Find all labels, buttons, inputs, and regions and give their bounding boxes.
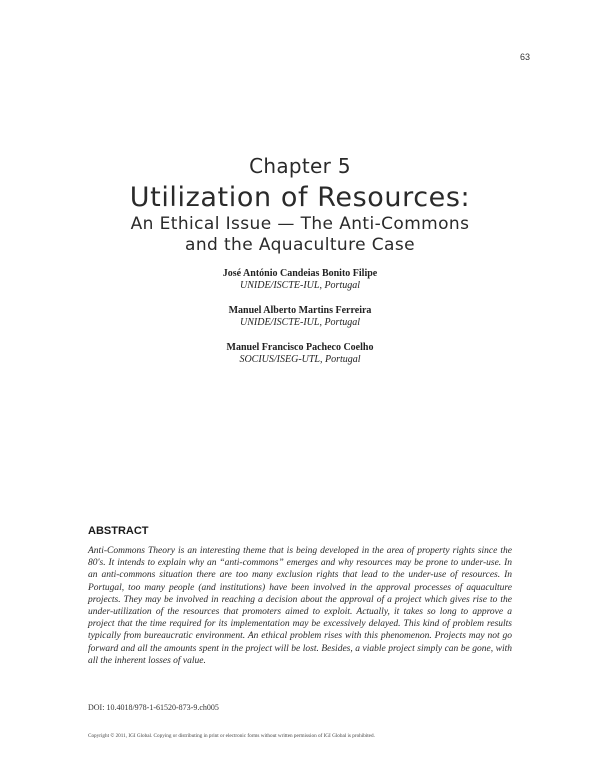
author-name: Manuel Alberto Martins Ferreira (228, 305, 372, 316)
page-number: 63 (519, 52, 530, 62)
abstract-heading: ABSTRACT (88, 525, 149, 537)
chapter-subtitle-line2: and the Aquaculture Case (185, 235, 415, 255)
chapter-subtitle-line1: An Ethical Issue — The Anti-Commons (130, 214, 470, 234)
chapter-label: Chapter 5 (249, 154, 351, 178)
doi-line: DOI: 10.4018/978-1-61520-873-9.ch005 (88, 703, 219, 712)
chapter-title: Utilization of Resources: (129, 182, 471, 213)
abstract-body: Anti-Commons Theory is an interesting theme that is being developed in the area of property rights since the 80's. It intends to explain why an “anti-commons” emerges and why resources may be prone to under-use. In an anti-commons situation there are too many exclusion rights that lead to the under-use of resources. In Portugal, too many people (and institutions) have been involved in the approval processes of aquaculture projects. They may be involved in reaching a decision about the approval of a project which gives rise to the under-utilization of the resources that promoters aimed to exploit. Actually, it takes so long to approve a project that the time required for its implementation may be excessively delayed. This kind of problem results typically from bureaucratic environment. An ethical problem rises with this phenomenon. Projects may not go forward and all the amounts spent in the project will be lost. Besides, a viable project simply can be gone, with all the inherent losses of value. (88, 546, 512, 666)
author-name: Manuel Francisco Pacheco Coelho (226, 342, 374, 353)
abstract-section (88, 525, 512, 667)
author-entry (0, 268, 600, 292)
author-affiliation: UNIDE/ISCTE-IUL, Portugal (240, 317, 360, 328)
author-list (0, 268, 600, 379)
author-entry (0, 342, 600, 366)
author-affiliation: SOCIUS/ISEG-UTL, Portugal (239, 354, 361, 365)
author-affiliation: UNIDE/ISCTE-IUL, Portugal (240, 280, 360, 291)
copyright-notice: Copyright © 2011, IGI Global. Copying or distributing in print or electronic forms without written permission of IGI Global is prohibited. (88, 733, 375, 739)
author-name: José António Candeias Bonito Filipe (222, 268, 378, 279)
chapter-heading (0, 154, 600, 256)
author-entry (0, 305, 600, 329)
